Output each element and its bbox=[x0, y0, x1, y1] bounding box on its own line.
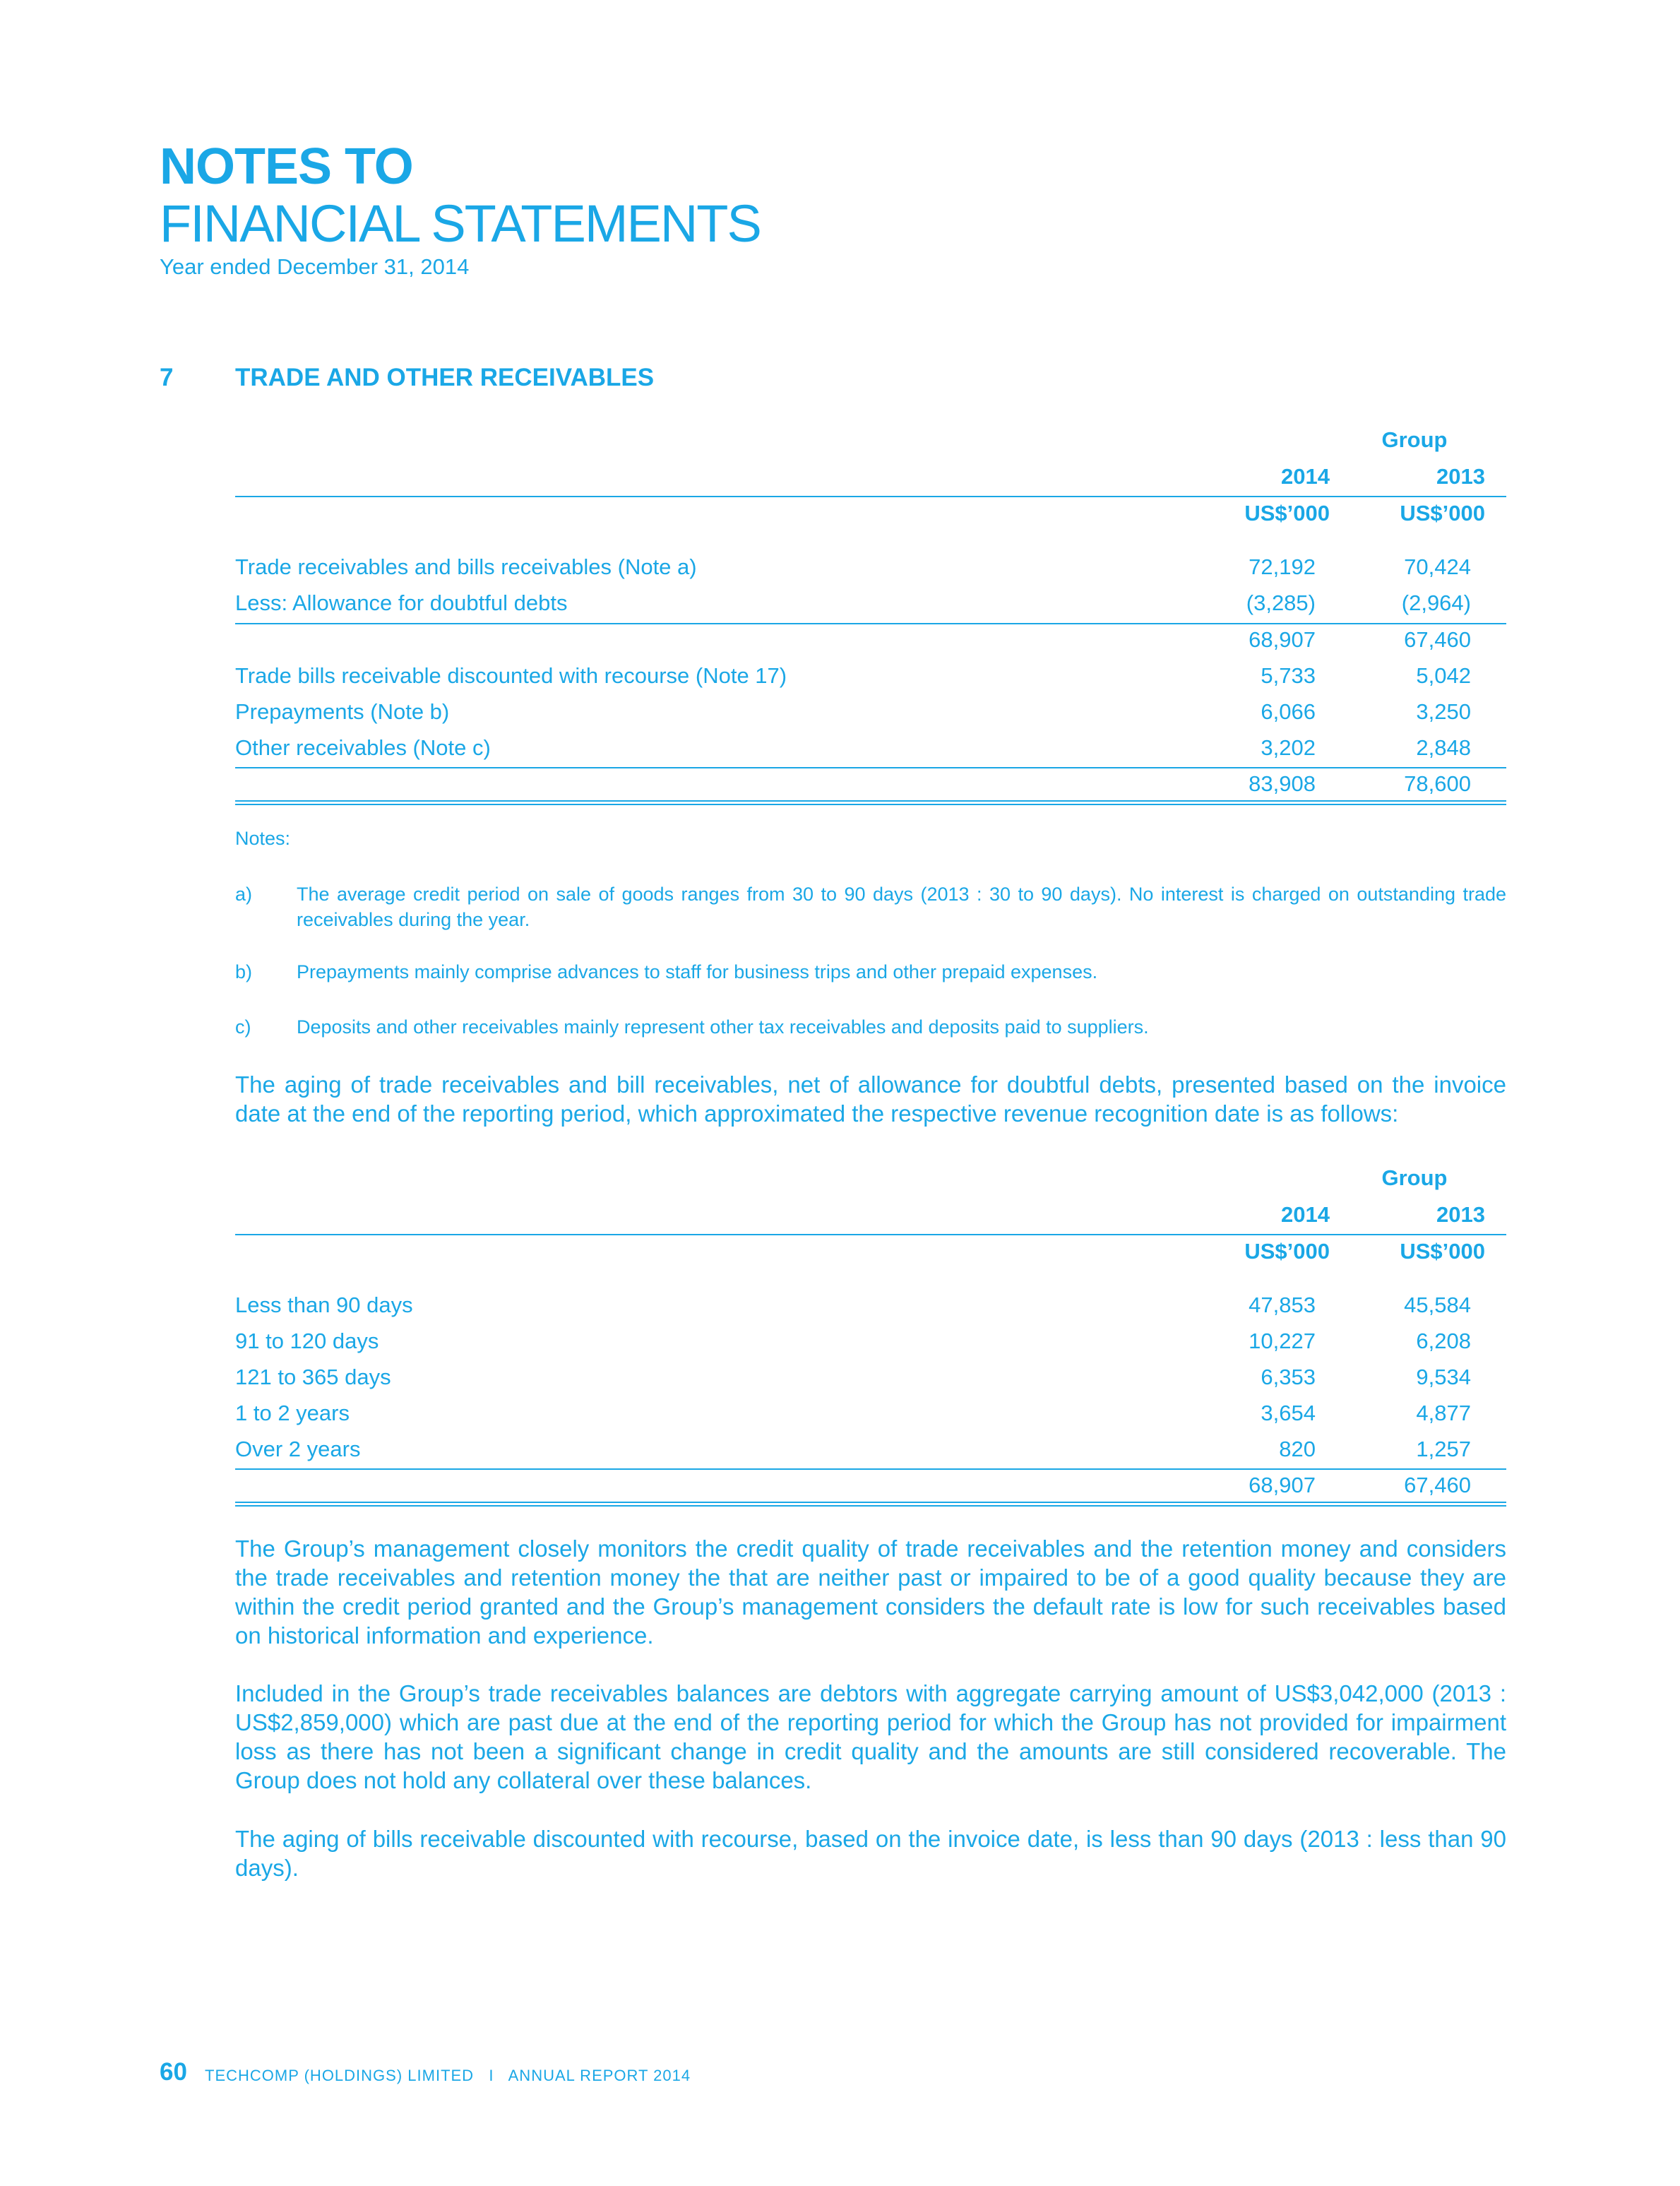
header-period: Year ended December 31, 2014 bbox=[160, 254, 470, 279]
value-2013: 5,042 bbox=[1416, 663, 1471, 688]
value-2014: 10,227 bbox=[1249, 1329, 1316, 1353]
receivables-table bbox=[235, 427, 1506, 809]
column-year-2013: 2013 bbox=[1436, 464, 1485, 489]
table-row bbox=[235, 1437, 1506, 1465]
table-row bbox=[235, 1365, 1506, 1393]
table-row bbox=[235, 663, 1506, 691]
value-2014: 6,066 bbox=[1261, 699, 1316, 724]
aging-table bbox=[235, 1165, 1506, 1511]
value-2014: 3,654 bbox=[1261, 1401, 1316, 1425]
row-label: Over 2 years bbox=[235, 1437, 361, 1461]
footer-text: TECHCOMP (HOLDINGS) LIMITED I ANNUAL REPORT 2014 bbox=[205, 2067, 691, 2084]
value-2013: 9,534 bbox=[1416, 1365, 1471, 1389]
table-row bbox=[235, 1401, 1506, 1429]
table-row-total bbox=[235, 1473, 1506, 1501]
header-title-line2: FINANCIAL STATEMENTS bbox=[160, 194, 761, 253]
header-title-line1: NOTES TO bbox=[160, 138, 413, 195]
row-label: 1 to 2 years bbox=[235, 1401, 350, 1425]
value-2013: 2,848 bbox=[1416, 735, 1471, 760]
table-row bbox=[235, 554, 1506, 583]
value-2014: 820 bbox=[1279, 1437, 1316, 1461]
value-2014: (3,285) bbox=[1246, 590, 1316, 615]
note-text: Prepayments mainly comprise advances to staff for business trips and other prepaid expenses. bbox=[297, 961, 1098, 982]
table-row bbox=[235, 590, 1506, 619]
column-unit-2013: US$’000 bbox=[1400, 1239, 1485, 1264]
column-unit-2014: US$’000 bbox=[1244, 1239, 1330, 1264]
row-label: Less than 90 days bbox=[235, 1293, 413, 1317]
table-row bbox=[235, 1329, 1506, 1357]
row-label: 91 to 120 days bbox=[235, 1329, 379, 1353]
row-label: Trade bills receivable discounted with recourse (Note 17) bbox=[235, 663, 787, 688]
value-2014: 6,353 bbox=[1261, 1365, 1316, 1389]
page-number: 60 bbox=[160, 2058, 187, 2086]
column-year-2014: 2014 bbox=[1281, 464, 1330, 489]
credit-quality-paragraph: The Group’s management closely monitors the credit quality of trade receivables and the retention money and considers the trade receivables and retention money the that are neither past or impaired to be of a good quality because they are within the credit period granted and the Group’s management considers the default rate is low for such receivables based on historical information and experience. bbox=[235, 1535, 1506, 1649]
note-letter: a) bbox=[235, 884, 253, 905]
note-text: The average credit period on sale of goods ranges from 30 to 90 days (2013 : 30 to 90 days). No interest is charged on outstanding trade receivables during the year. bbox=[297, 884, 1506, 930]
column-unit-2013: US$’000 bbox=[1400, 501, 1485, 525]
notes-title: Notes: bbox=[235, 828, 291, 849]
value-2014: 3,202 bbox=[1261, 735, 1316, 760]
value-2013: 3,250 bbox=[1416, 699, 1471, 724]
note-letter: b) bbox=[235, 961, 253, 982]
note-letter: c) bbox=[235, 1016, 251, 1038]
row-label: Trade receivables and bills receivables (Note a) bbox=[235, 554, 697, 579]
note-text: Deposits and other receivables mainly represent other tax receivables and deposits paid to suppliers. bbox=[297, 1016, 1149, 1038]
value-2013: 4,877 bbox=[1416, 1401, 1471, 1425]
value-2014: 5,733 bbox=[1261, 663, 1316, 688]
section-title: TRADE AND OTHER RECEIVABLES bbox=[235, 364, 655, 391]
table-row bbox=[235, 699, 1506, 727]
table-row bbox=[235, 735, 1506, 764]
value-2013: 1,257 bbox=[1416, 1437, 1471, 1461]
aging-intro-paragraph: The aging of trade receivables and bill receivables, net of allowance for doubtful debts, presented based on the invoice date at the end of the reporting period, which approximated the respective revenue recognition date is as follows: bbox=[235, 1071, 1506, 1127]
table-group-header: Group bbox=[1381, 1165, 1448, 1190]
column-unit-2014: US$’000 bbox=[1244, 501, 1330, 525]
row-label: Less: Allowance for doubtful debts bbox=[235, 590, 568, 615]
value-2013: 67,460 bbox=[1404, 627, 1471, 652]
column-year-2013: 2013 bbox=[1436, 1202, 1485, 1227]
table-group-header: Group bbox=[1381, 427, 1448, 452]
section-number: 7 bbox=[160, 364, 174, 391]
value-2014: 68,907 bbox=[1249, 1473, 1316, 1497]
value-2013: 78,600 bbox=[1404, 771, 1471, 796]
value-2013: (2,964) bbox=[1401, 590, 1471, 615]
value-2014: 47,853 bbox=[1249, 1293, 1316, 1317]
table-row bbox=[235, 1293, 1506, 1321]
column-year-2014: 2014 bbox=[1281, 1202, 1330, 1227]
value-2013: 45,584 bbox=[1404, 1293, 1471, 1317]
value-2013: 6,208 bbox=[1416, 1329, 1471, 1353]
value-2014: 72,192 bbox=[1249, 554, 1316, 579]
value-2013: 70,424 bbox=[1404, 554, 1471, 579]
row-label: 121 to 365 days bbox=[235, 1365, 391, 1389]
row-label: Prepayments (Note b) bbox=[235, 699, 450, 724]
row-label: Other receivables (Note c) bbox=[235, 735, 491, 760]
table-row-subtotal bbox=[235, 627, 1506, 655]
value-2014: 83,908 bbox=[1249, 771, 1316, 796]
value-2014: 68,907 bbox=[1249, 627, 1316, 652]
past-due-paragraph: Included in the Group’s trade receivables balances are debtors with aggregate carrying amount of US$3,042,000 (2013 : US$2,859,000) which are past due at the end of the reporting period for which the Group has not provided for impairment loss as there has not been a significant change in credit quality and the amounts are still considered recoverable. The Group does not hold any collateral over these balances. bbox=[235, 1680, 1506, 1793]
bills-aging-paragraph: The aging of bills receivable discounted with recourse, based on the invoice date, is less than 90 days (2013 : less than 90 days). bbox=[235, 1826, 1506, 1881]
value-2013: 67,460 bbox=[1404, 1473, 1471, 1497]
table-row-total bbox=[235, 771, 1506, 800]
